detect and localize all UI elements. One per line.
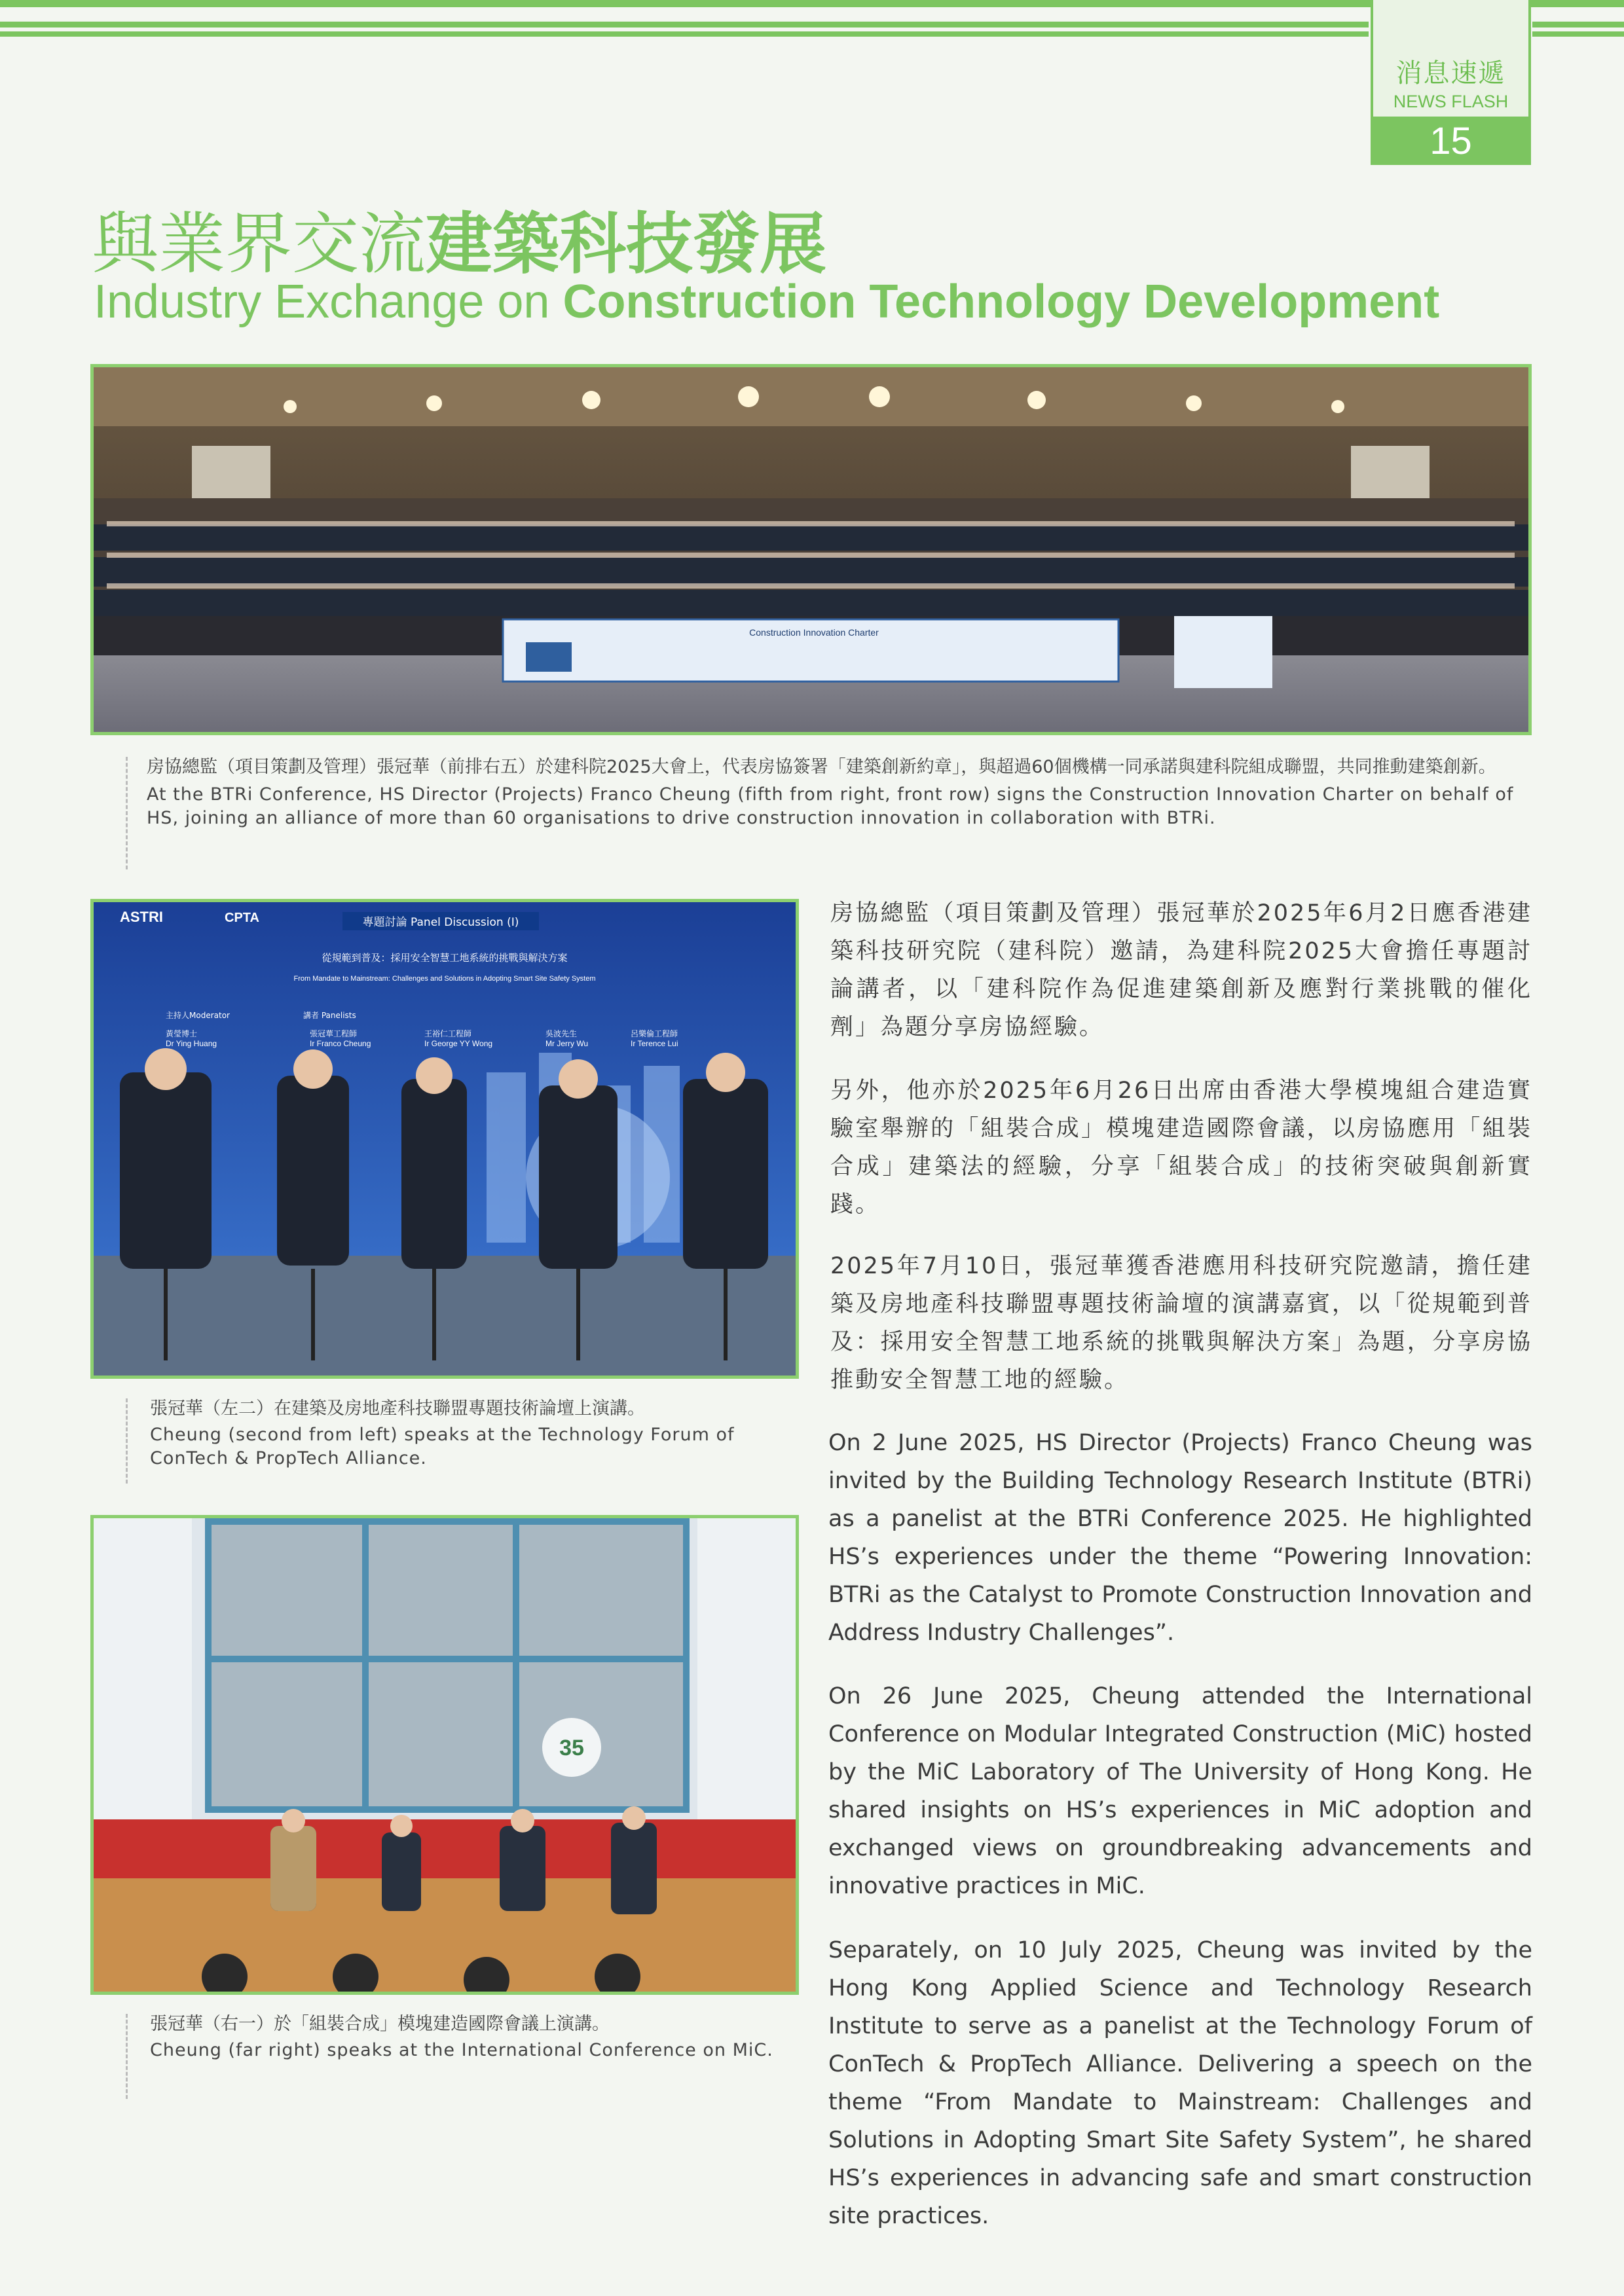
caption-bottom-en: Cheung (far right) speaks at the International Conference on MiC.: [150, 2040, 773, 2060]
title-zh-light: 與業界交流: [92, 206, 426, 283]
section-label-zh: 消息速遞: [1395, 58, 1506, 88]
panelist-5-zh: 呂樂倫工程師: [631, 1029, 678, 1038]
section-tab: [1371, 0, 1531, 165]
page-number: 15: [1371, 117, 1531, 165]
caption-top: [126, 753, 1534, 830]
article-en-paragraph-1: On 2 June 2025, HS Director (Projects) Franco Cheung was invited by the Building Technology Research Institute (BTRi) as a panelist at the BTRi Conference 2025. He highlighted HS’s experiences under the theme “Powering Innovation: BTRi as the Catalyst to Promote Construction Innovation and Address Industry Challenges”.: [828, 1430, 1532, 1646]
conference-photo: [90, 364, 1532, 735]
header-rule-bottom: [0, 31, 1369, 37]
panel-title-banner: 專題討論 Panel Discussion (I): [362, 916, 519, 929]
section-label-en: NEWS FLASH: [1393, 92, 1509, 111]
panel-discussion-photo: [90, 899, 799, 1379]
astri-logo: ASTRI: [120, 909, 163, 925]
panelist-4-en: Mr Jerry Wu: [545, 1039, 589, 1048]
header-rule-mid-right: [1532, 22, 1624, 27]
header-rule-bottom-right: [1532, 31, 1624, 37]
cpta-logo: CPTA: [225, 911, 259, 925]
caption-middle-zh: 張冠華（左二）在建築及房地產科技聯盟專題技術論壇上演講。: [150, 1398, 645, 1419]
title-en-bold: Construction Technology Development: [563, 276, 1440, 328]
panelists-label: 講者 Panelists: [303, 1011, 356, 1020]
title-en-light: Industry Exchange on: [94, 276, 563, 328]
panelist-5-en: Ir Terence Lui: [631, 1039, 678, 1048]
panelist-1-en: Dr Ying Huang: [166, 1039, 217, 1048]
caption-bottom: [126, 2010, 800, 2062]
panelist-4-zh: 吳波先生: [545, 1029, 578, 1038]
panelist-2-en: Ir Franco Cheung: [310, 1039, 371, 1048]
caption-middle: [126, 1394, 800, 1470]
article-en-paragraph-3: Separately, on 10 July 2025, Cheung was invited by the Hong Kong Applied Science and Technology Research Institute to serve as a panelist at the Technology Forum of ConTech & PropTech Alliance. Delivering a speech on the theme “From Mandate to Mainstream: Challenges and Solutions in Adopting Smart Site Safety System”, he shared HS’s experiences in advancing safe and smart construction site practices.: [828, 1937, 1532, 2229]
caption-top-en: At the BTRi Conference, HS Director (Projects) Franco Cheung (fifth from right, front row) signs the Construction Innovation Charter on behalf of HS, joining an alliance of more than 60 organisations to drive construction innovation in collaboration with BTRi.: [147, 784, 1514, 828]
caption-top-zh: 房協總監（項目策劃及管理）張冠華（前排右五）於建科院2025大會上，代表房協簽署「建築創新約章」，與超過60個機構一同承諾與建科院組成聯盟，共同推動建築創新。: [147, 757, 1496, 777]
panelist-1-zh: 黃瑩博士: [166, 1029, 198, 1038]
caption-bottom-zh: 張冠華（右一）於「組裝合成」模塊建造國際會議上演講。: [150, 2014, 610, 2034]
panel-subtitle-zh: 從規範到普及：採用安全智慧工地系統的挑戰與解決方案: [322, 952, 568, 964]
article-zh-paragraph-3: 2025年7月10日，張冠華獲香港應用科技研究院邀請，擔任建築及房地產科技聯盟專題技術論壇的演講嘉賓，以「從規範到普及：採用安全智慧工地系統的挑戰與解決方案」為題，分享房協推動安全智慧工地的經驗。: [830, 1253, 1532, 1393]
panelist-2-zh: 張冠華工程師: [310, 1029, 358, 1038]
article-zh-paragraph-2: 另外，他亦於2025年6月26日出席由香港大學模塊組合建造實驗室舉辦的「組裝合成」模塊建造國際會議，以房協應用「組裝合成」建築法的經驗，分享「組裝合成」的技術突破與創新實踐。: [830, 1078, 1532, 1218]
panelist-3-zh: 王裕仁工程師: [424, 1029, 472, 1038]
title-zh-bold: 建築科技發展: [426, 206, 826, 283]
page-title-zh: [92, 191, 826, 287]
panel-subtitle-en: From Mandate to Mainstream: Challenges and Solutions in Adopting Smart Site Safety System: [293, 975, 596, 983]
article-zh-paragraph-1: 房協總監（項目策劃及管理）張冠華於2025年6月2日應香港建築科技研究院（建科院）邀請，為建科院2025大會擔任專題討論講者，以「建科院作為促進建築創新及應對行業挑戰的催化劑」為題分享房協經驗。: [830, 900, 1532, 1040]
mic-conference-photo: [90, 1515, 799, 1995]
mic-badge-number: 35: [559, 1736, 584, 1760]
header-rule-mid: [0, 22, 1369, 27]
article-en-paragraph-2: On 26 June 2025, Cheung attended the International Conference on Modular Integrated Construction (MiC) hosted by the MiC Laboratory of The University of Hong Kong. He shared insights on HS’s experiences in MiC adoption and exchanged views on groundbreaking advancements and innovative practices in MiC.: [828, 1683, 1532, 1899]
caption-middle-en: Cheung (second from left) speaks at the Technology Forum of ConTech & PropTech Alliance.: [150, 1425, 735, 1468]
page-title-en: [94, 275, 1439, 329]
charter-banner-text: Construction Innovation Charter: [749, 627, 879, 638]
panelist-3-en: Ir George YY Wong: [424, 1039, 493, 1048]
moderator-label: 主持人Moderator: [166, 1011, 230, 1020]
